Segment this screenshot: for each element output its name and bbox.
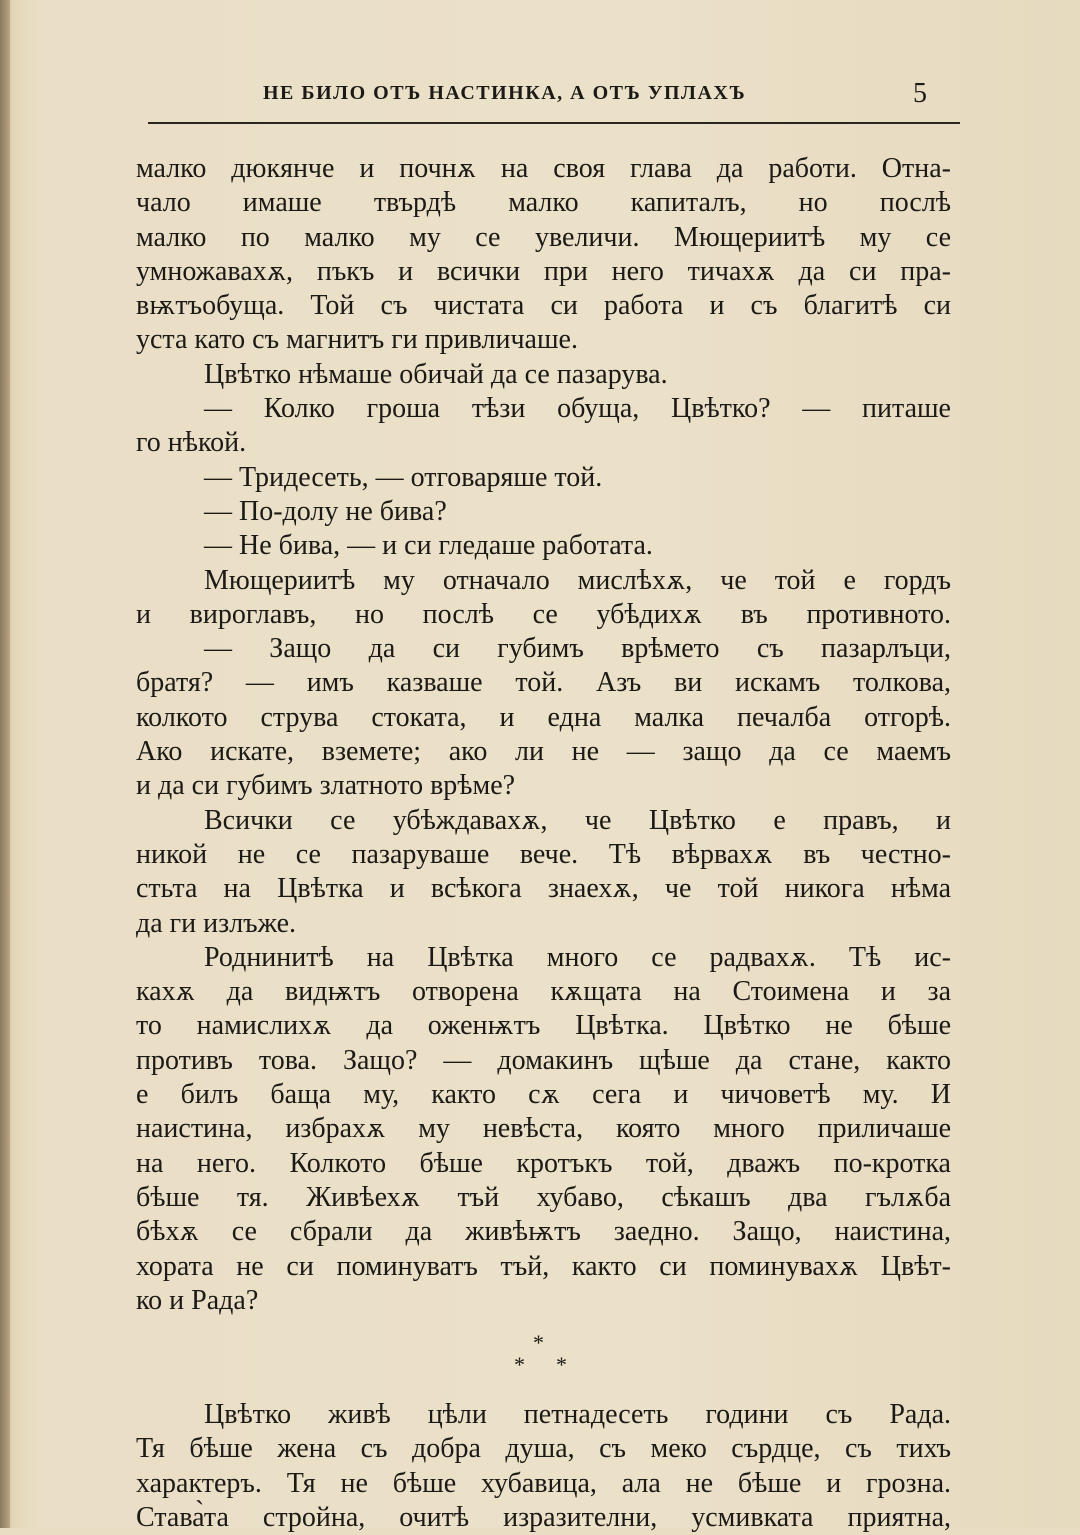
text-line: вѭтъобуща. Той съ чистата си работа и съ благитѣ си (136, 290, 951, 322)
section-gap (136, 1384, 951, 1398)
text-line: бѣхѫ се сбрали да живѣѭтъ заедно. Защо, наистина, (136, 1216, 951, 1248)
text-line: наистина, избрахѫ му невѣста, която много приличаше (136, 1113, 951, 1145)
text-line: Роднинитѣ на Цвѣтка много се радвахѫ. Тѣ ис- (204, 941, 951, 973)
separator-star: * (556, 1352, 567, 1378)
text-line: малко дюкянче и почнѫ на своя глава да работи. Отна- (136, 153, 951, 184)
text-line: Цвѣтко живѣ цѣли петнадесеть години съ Рада. (204, 1399, 951, 1431)
text-line: и да си губимъ златното врѣме? (136, 770, 516, 802)
text-line: е билъ баща му, както сѫ сега и чичоветѣ му. И (136, 1079, 951, 1111)
text-line: умножавахѫ, пъкъ и всички при него тичахѫ да си пра- (136, 255, 951, 287)
text-line: ко и Рада? (136, 1284, 259, 1316)
text-line: и вироглавъ, но послѣ се убѣдихѫ въ противното. (136, 598, 951, 630)
text-line: братя? — имъ казваше той. Азъ ви искамъ толкова, (136, 667, 951, 699)
text-line: бѣше тя. Живѣехѫ тъй хубаво, сѣкашъ два гълѫба (136, 1181, 951, 1213)
text-line: кахѫ да видѭтъ отворена кѫщата на Стоимена и за (136, 976, 951, 1008)
text-line: характеръ. Тя не бѣше хубавица, ала не бѣше и грозна. (136, 1467, 951, 1499)
text-line: стьта на Цвѣтка и всѣкога знаехѫ, че той никога нѣма (136, 873, 951, 905)
text-line: на него. Колкото бѣше кротъкъ той, дважъ по-кротка (136, 1147, 951, 1179)
text-line: чало имаше твърдѣ малко капиталъ, но послѣ (136, 187, 951, 219)
text-line: Тя бѣше жена съ добра душа, съ меко сърдце, съ тихъ (136, 1433, 951, 1465)
text-line: Става̀та стройна, очитѣ изразителни, усмивката приятна, (136, 1501, 951, 1533)
separator-star: * (514, 1352, 525, 1378)
text-line: — По-долу не бива? (204, 495, 447, 527)
text-line: да ги излъже. (136, 907, 297, 939)
text-line: колкото струва стоката, и една малка печалба отгорѣ. (136, 701, 951, 733)
text-line: противъ това. Защо? — домакинъ щѣше да стане, както (136, 1044, 951, 1076)
text-line: го нѣкой. (136, 427, 247, 459)
text-line: уста като съ магнитъ ги привличаше. (136, 324, 578, 356)
running-head (148, 78, 960, 124)
text-line: Ако искате, вземете; ако ли не — защо да се маемъ (136, 736, 951, 768)
body-text (136, 152, 951, 1535)
text-line: хората не си поминуватъ тъй, както си поминувахѫ Цвѣт- (136, 1250, 951, 1282)
separator-star: * (533, 1330, 544, 1356)
text-line: Мющериитѣ му отначало мислѣхѫ, че той е гордъ (204, 564, 951, 596)
text-line: Всички се убѣждавахѫ, че Цвѣтко е правъ, и (204, 804, 951, 836)
page-number: 5 (913, 78, 927, 109)
text-line: Цвѣтко нѣмаше обичай да се пазарува. (204, 358, 668, 390)
text-line: то намислихѫ да оженѭтъ Цвѣтка. Цвѣтко не бѣше (136, 1010, 951, 1042)
text-line: — Колко гроша тѣзи обуща, Цвѣтко? — питаше (204, 393, 951, 425)
text-line: малко по малко му се увеличи. Мющериитѣ му се (136, 221, 951, 253)
running-title: НЕ БИЛО ОТЪ НАСТИНКА, А ОТЪ УПЛАХЪ (263, 82, 747, 104)
text-line: — Защо да си губимъ врѣмето съ пазарлъци, (204, 633, 951, 665)
text-line: — Тридесеть, — отговаряше той. (204, 461, 603, 493)
text-line: никой не се пазаруваше вече. Тѣ вѣрвахѫ въ честно- (136, 838, 951, 870)
section-separator (136, 1318, 951, 1384)
page-spine (0, 0, 10, 1528)
text-line: — Не бива, — и си гледаше работата. (204, 530, 653, 562)
